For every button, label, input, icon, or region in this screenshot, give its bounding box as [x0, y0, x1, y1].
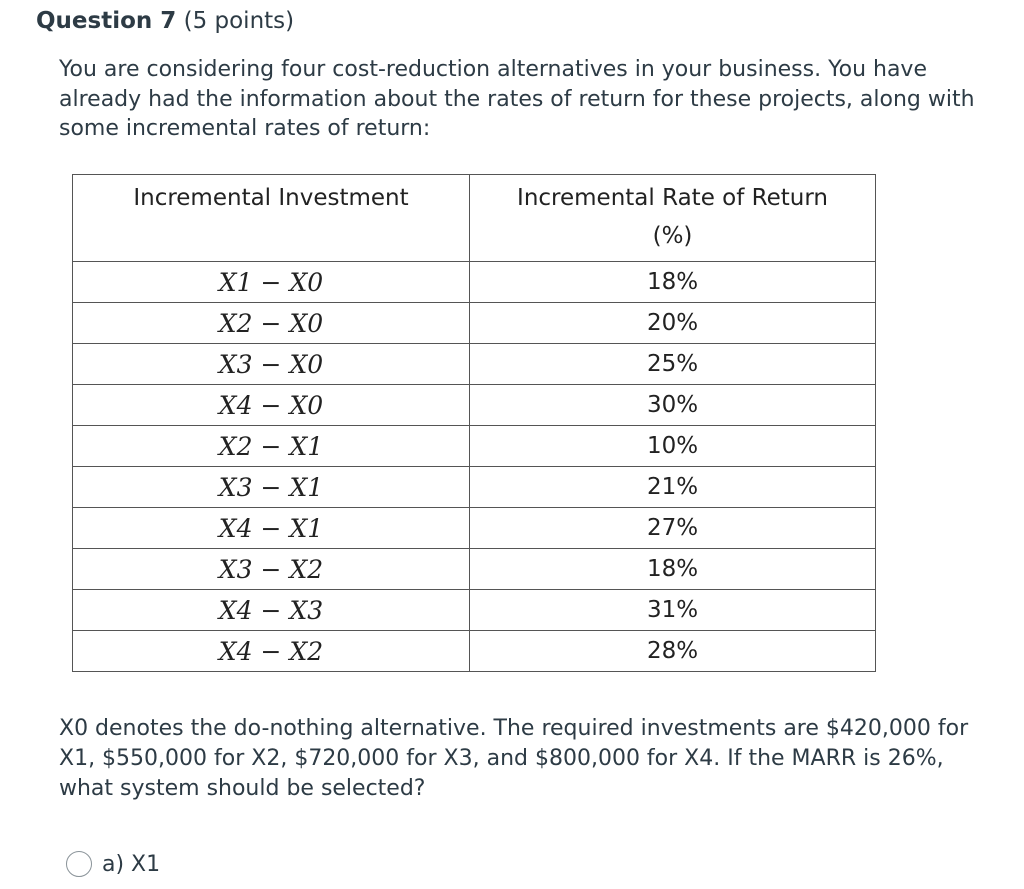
incremental-investment-cell	[73, 385, 470, 426]
table-row	[73, 467, 876, 508]
investment-alternative-a: X3	[218, 472, 253, 502]
incremental-investment-cell	[73, 508, 470, 549]
investment-alternative-a: X4	[218, 513, 253, 543]
incremental-ror-table-container	[72, 174, 873, 672]
incremental-ror-cell: 30%	[470, 385, 876, 426]
incremental-investment-cell	[73, 344, 470, 385]
table-row	[73, 549, 876, 590]
radio-button-a[interactable]	[66, 851, 92, 877]
investment-alternative-a: X4	[218, 595, 253, 625]
minus-sign: −	[260, 472, 282, 502]
table-row	[73, 426, 876, 467]
investment-alternative-b: X1	[289, 431, 324, 461]
incremental-ror-cell: 20%	[470, 303, 876, 344]
incremental-ror-cell: 18%	[470, 262, 876, 303]
header-incremental-investment	[73, 175, 470, 262]
investment-alternative-a: X4	[218, 636, 253, 666]
investment-alternative-b: X0	[289, 267, 324, 297]
investment-alternative-b: X2	[289, 554, 324, 584]
table-body	[73, 262, 876, 672]
minus-sign: −	[260, 595, 282, 625]
incremental-investment-cell	[73, 303, 470, 344]
investment-alternative-b: X2	[289, 636, 324, 666]
investment-alternative-b: X0	[289, 349, 324, 379]
minus-sign: −	[260, 308, 282, 338]
minus-sign: −	[260, 431, 282, 461]
table-row	[73, 344, 876, 385]
table-header-row	[73, 175, 876, 262]
header-ror-label: Incremental Rate of Return	[517, 185, 828, 211]
minus-sign: −	[260, 513, 282, 543]
header-incremental-ror	[470, 175, 876, 262]
incremental-investment-cell	[73, 590, 470, 631]
minus-sign: −	[260, 267, 282, 297]
investment-alternative-b: X1	[289, 513, 324, 543]
table-row	[73, 385, 876, 426]
incremental-investment-cell	[73, 426, 470, 467]
header-ror-unit: (%)	[652, 223, 693, 249]
investment-alternative-a: X2	[218, 431, 253, 461]
investment-alternative-a: X1	[218, 267, 253, 297]
table-row	[73, 508, 876, 549]
investment-alternative-a: X3	[218, 349, 253, 379]
table-row	[73, 631, 876, 672]
incremental-ror-cell: 27%	[470, 508, 876, 549]
investment-alternative-b: X3	[289, 595, 324, 625]
minus-sign: −	[260, 636, 282, 666]
incremental-ror-cell: 21%	[470, 467, 876, 508]
investment-alternative-b: X0	[289, 308, 324, 338]
answer-option-a[interactable]	[66, 851, 160, 877]
question-title: Question 7	[36, 8, 177, 34]
question-header	[36, 6, 294, 36]
incremental-investment-cell	[73, 631, 470, 672]
incremental-investment-cell	[73, 467, 470, 508]
investment-alternative-b: X1	[289, 472, 324, 502]
question-followup: X0 denotes the do-nothing alternative. The required investments are $420,000 for X1, $550,000 for X2, $720,000 for X3, and $800,000 for X4. If the MARR is 26%, what system should be selected?	[59, 716, 969, 801]
incremental-ror-cell: 25%	[470, 344, 876, 385]
table-row	[73, 303, 876, 344]
investment-alternative-a: X2	[218, 308, 253, 338]
incremental-ror-cell: 18%	[470, 549, 876, 590]
incremental-investment-cell	[73, 549, 470, 590]
incremental-ror-table	[72, 174, 876, 672]
investment-alternative-b: X0	[289, 390, 324, 420]
minus-sign: −	[260, 554, 282, 584]
incremental-ror-cell: 10%	[470, 426, 876, 467]
incremental-ror-cell: 31%	[470, 590, 876, 631]
minus-sign: −	[260, 390, 282, 420]
minus-sign: −	[260, 349, 282, 379]
table-row	[73, 590, 876, 631]
investment-alternative-a: X3	[218, 554, 253, 584]
question-prompt: You are considering four cost-reduction alternatives in your business. You have already had the information about the rates of return for these projects, along with some incremental rates of return:	[59, 57, 975, 141]
incremental-investment-cell	[73, 262, 470, 303]
question-points: (5 points)	[183, 8, 295, 34]
table-row	[73, 262, 876, 303]
answer-label-a: a) X1	[102, 851, 161, 877]
header-investment-label: Incremental Investment	[133, 185, 409, 211]
investment-alternative-a: X4	[218, 390, 253, 420]
incremental-ror-cell: 28%	[470, 631, 876, 672]
